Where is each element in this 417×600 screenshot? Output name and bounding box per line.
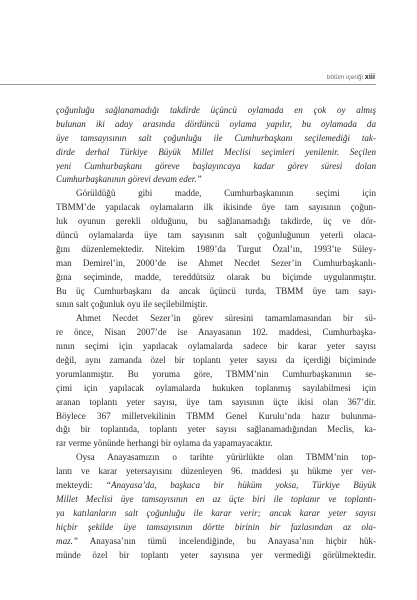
text-segment: Anayasa’nın tümü incelendiğinde, bu Anayasa’nın hiçbir hük- <box>77 535 376 546</box>
text-line: rar verme yönünde herhangi bir oylama da yapamayacaktır. <box>56 438 273 449</box>
running-header <box>300 74 375 81</box>
body-text <box>56 104 376 562</box>
text-line: yeni Cumhurbaşkanı göreve başlayıncaya kadar görev süresi dolan <box>56 160 376 171</box>
text-line: Ahmet Necdet Sezer’in görev süresini tamamlamasından bir sü- <box>76 313 376 324</box>
text-line: Oysa Anayasamızın o tarihte yürürlükte olan TBMM’nin top- <box>76 452 376 463</box>
text-segment: “Anayasa’da, başkaca bir hüküm yoksa, Türkiye Büyük <box>105 480 376 491</box>
text-line: düncü oylamalarda üye tam sayısının salt çoğunluğunun yeterli olaca- <box>56 230 376 241</box>
text-line: Bu üç Cumhurbaşkanı da ancak üçüncü turda, TBMM üye tam sayı- <box>56 285 376 296</box>
text-line: aranan toplantı yeter sayısı, üye tam sayısının üçte ikisi olan 367’dir. <box>56 396 376 407</box>
text-line: Millet Meclisi üye tamsayısının en az üçte biri ile toplanır ve toplantı- <box>56 493 376 504</box>
text-line: çimi için yapılacak oylamalarda hukuken toplanmış sayılabilmesi için <box>56 382 376 393</box>
section-label: bölüm içeriği <box>326 74 364 81</box>
text-line: ya katılanların salt çoğunluğu ile karar verir; ancak karar yeter sayısı <box>56 507 376 518</box>
text-line: Cumhurbaşkanının görevi devam eder.” <box>56 174 202 185</box>
text-line: dirde derhal Türkiye Büyük Millet Meclisi seçimleri yenilenir. Seçilen <box>56 146 376 157</box>
text-line: üye tamsayısının salt çoğunluğu ile Cumhurbaşkanı seçilemediği tak- <box>56 132 376 143</box>
text-segment: maz.” <box>56 535 78 546</box>
text-line: ğına seçiminde, madde, tereddütsüz olarak bu biçimde uygulanmıştır. <box>56 271 376 282</box>
text-line: hiçbir şekilde üye tamsayısının dörtte birinin bir fazlasından az ola- <box>56 521 376 532</box>
text-line: lantı ve karar yetersayısını düzenleyen 96. maddesi şu hükme yer ver- <box>56 466 376 477</box>
text-line: TBMM’de yapılacak oylamaların ilk ikisinde üye tam sayısının çoğun- <box>56 202 376 213</box>
header-rule <box>0 84 376 85</box>
text-line: ğını düzenlemektedir. Nitekim 1989’da Turgut Özal’ın, 1993’te Süley- <box>56 243 376 254</box>
text-line: bulunan iki aday arasında dördüncü oylama yapılır, bu oylamada da <box>56 118 376 129</box>
text-segment: mekteydi: <box>56 480 106 491</box>
text-line <box>56 479 376 493</box>
text-line: çoğunluğu sağlanamadığı takdirde üçüncü oylamada en çok oy almış <box>56 105 376 115</box>
text-line: nının seçimi için yapılacak oylamalarda sadece bir karar yeter sayısı <box>56 341 376 352</box>
text-line: Görüldüğü gibi madde, Cumhurbaşkanının seçimi için <box>76 188 376 199</box>
text-line: man Demirel’in, 2000’de ise Ahmet Necdet Sezer’in Cumhurbaşkanlı- <box>56 257 376 268</box>
text-line: dığı bir toplantıda, toplantı yeter sayısı sağlanamadığından Meclis, ka- <box>56 424 376 435</box>
page-number: xiii <box>364 74 375 81</box>
text-line: münde özel bir toplantı yeter sayısına yer vermediği görülmektedir. <box>56 549 376 560</box>
text-line: değil, aynı zamanda özel bir toplantı yeter sayısı da içerdiği biçiminde <box>56 355 376 366</box>
text-line: sının salt çoğunluk oyu ile seçilebilmiştir. <box>56 299 208 310</box>
text-line <box>56 535 376 549</box>
text-line: yorumlanmıştır. Bu yoruma göre, TBMM’nin Cumhurbaşkanının se- <box>56 368 376 379</box>
text-line: re önce, Nisan 2007’de ise Anayasanın 102. maddesi, Cumhurbaşka- <box>56 327 376 338</box>
text-line: luk oyunun gerekli olduğunu, bu sağlanamadığı takdirde, üç ve dör- <box>56 216 376 227</box>
text-line: Böylece 367 milletvekilinin TBMM Genel Kurulu’nda hazır bulunma- <box>56 410 376 421</box>
